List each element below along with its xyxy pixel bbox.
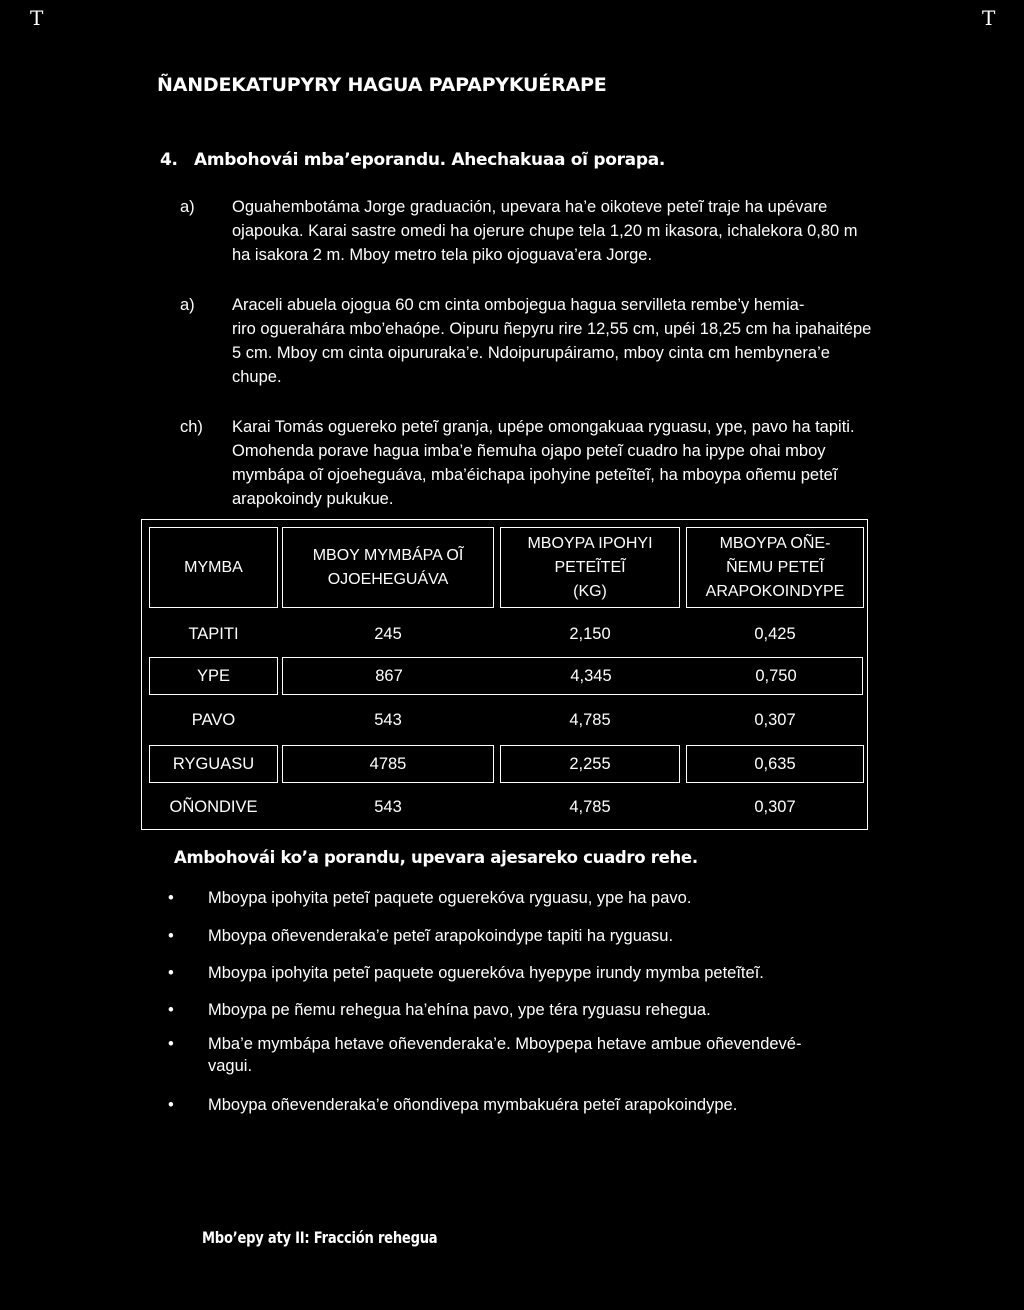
item-text: Oguahembotáma Jorge graduación, upevara ha’e oikoteve peteĩ traje ha upévare ojapouka. Karai sastre omedi ha ojerure chupe tela 1,20 m ikasora, ichalekora 0,80 m ha isakora 2 m. Mboy metro tela piko ojoguava’era Jorge. xyxy=(232,198,858,264)
header-line: MYMBA xyxy=(184,558,243,576)
table-cell: YPE xyxy=(149,657,278,695)
header-line: PETEĨTEĨ xyxy=(554,558,626,576)
bullet-mark: • xyxy=(168,927,174,945)
list-item-text: Mba’e mymbápa hetave oñevenderaka’e. Mboypepa hetave ambue oñevendevé- vagui. xyxy=(208,1035,802,1075)
corner-mark-right: T xyxy=(982,6,996,30)
table-cell: 543 xyxy=(374,711,402,729)
table-cell: 4,345 xyxy=(570,667,612,685)
table-cell: OÑONDIVE xyxy=(169,798,258,816)
list-item-text: Mboypa ipohyita peteĩ paquete oguerekóva ryguasu, ype ha pavo. xyxy=(208,889,692,907)
list-item-text: Mboypa oñevenderaka’e oñondivepa mymbakuéra peteĩ arapokoindype. xyxy=(208,1096,738,1114)
page-footer: Mbo’epy aty II: Fracción rehegua xyxy=(202,1228,438,1247)
table-cell: 4,785 xyxy=(569,711,611,729)
bullet-mark: • xyxy=(168,889,174,907)
header-line: ARAPOKOINDYPE xyxy=(705,582,845,600)
table-cell: 4785 xyxy=(282,745,494,783)
table-header-cell xyxy=(686,527,864,608)
table-cell: 245 xyxy=(374,625,402,643)
question-number: 4. xyxy=(160,150,178,170)
header-line: MBOYPA OÑE- xyxy=(719,534,831,552)
table-cell: 0,425 xyxy=(754,625,796,643)
table-header-cell xyxy=(500,527,680,608)
table-cell: RYGUASU xyxy=(149,745,278,783)
list-item-text: Mboypa ipohyita peteĩ paquete oguerekóva hyepype irundy mymba peteĩteĩ. xyxy=(208,964,764,982)
bullet-mark: • xyxy=(168,964,174,982)
item-label: a) xyxy=(180,296,195,314)
header-line: MBOY MYMBÁPA OĨ xyxy=(312,546,464,564)
table-cell: 543 xyxy=(374,798,402,816)
table-cell: 2,255 xyxy=(500,745,680,783)
table-row-box xyxy=(282,657,863,695)
exercise-item xyxy=(180,293,880,389)
table-cell: 2,150 xyxy=(569,625,611,643)
table-cell: PAVO xyxy=(191,711,236,729)
table-cell: 0,307 xyxy=(754,711,796,729)
header-line: ÑEMU PETEĨ xyxy=(726,558,824,576)
table-cell: 4,785 xyxy=(569,798,611,816)
data-table xyxy=(141,519,868,830)
item-label: ch) xyxy=(180,418,203,436)
list-item-text: Mboypa pe ñemu rehegua ha’ehína pavo, ype téra ryguasu rehegua. xyxy=(208,1001,711,1019)
item-text: Karai Tomás oguereko peteĩ granja, upépe omongakuaa ryguasu, ype, pavo ha tapiti. Omohenda porave hagua imba’e ñemuha ojapo peteĩ cuadro ha ipype ohai mboy mymbápa oĩ ojoeheguáva, mba’éichapa ipohyine peteĩteĩ, ha mboypa oñemu peteĩ arapokoindy pukukue. xyxy=(232,418,855,508)
item-text: Araceli abuela ojogua 60 cm cinta ombojegua hagua servilleta rembe’y hemia- riro oguerahára mbo’ehaópe. Oipuru ñepyru rire 12,55 cm, upéi 18,25 cm ha ipahaitépe 5 cm. Mboy cm cinta oipururaka’e. Ndoipurupáiramo, mboy cinta cm hembynera’e chupe. xyxy=(232,296,872,386)
list-item-text: Mboypa oñevenderaka’e peteĩ arapokoindype tapiti ha ryguasu. xyxy=(208,927,674,945)
table-cell: 0,635 xyxy=(686,745,864,783)
exercise-item xyxy=(180,415,880,511)
table-cell: 867 xyxy=(375,667,403,685)
table-header-cell xyxy=(149,527,278,608)
bullet-mark: • xyxy=(168,1035,174,1053)
table-cell: 0,307 xyxy=(754,798,796,816)
table-cell: 0,750 xyxy=(755,667,797,685)
table-header-cell xyxy=(282,527,494,608)
question-title xyxy=(160,150,665,170)
bullet-mark: • xyxy=(168,1001,174,1019)
corner-mark-left: T xyxy=(30,6,44,30)
exercise-item xyxy=(180,195,880,267)
question-text: Ambohovái mba’eporandu. Ahechakuaa oĩ porapa. xyxy=(194,150,666,170)
header-line: (KG) xyxy=(573,582,607,600)
item-label: a) xyxy=(180,198,195,216)
sub-question: Ambohovái ko’a porandu, upevara ajesareko cuadro rehe. xyxy=(174,848,698,867)
table-cell: TAPITI xyxy=(188,625,239,643)
header-line: OJOEHEGUÁVA xyxy=(327,570,449,588)
page-heading: ÑANDEKATUPYRY HAGUA PAPAPYKUÉRAPE xyxy=(157,74,607,96)
bullet-mark: • xyxy=(168,1096,174,1114)
header-line: MBOYPA IPOHYI xyxy=(527,534,653,552)
